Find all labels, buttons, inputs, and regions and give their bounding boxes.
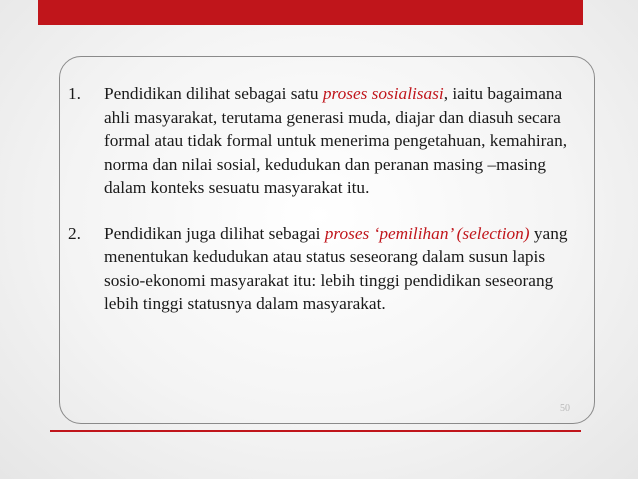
bottom-divider xyxy=(50,430,581,432)
highlighted-term: proses ‘pemilihan’ (selection) xyxy=(324,223,530,243)
slide-body xyxy=(68,82,580,316)
item-text-start: Pendidikan juga dilihat sebagai xyxy=(104,223,325,243)
item-text xyxy=(104,222,580,316)
item-number: 2. xyxy=(68,223,81,243)
top-accent-bar xyxy=(38,0,583,25)
page-number: 50 xyxy=(560,403,570,414)
list-item xyxy=(68,222,580,316)
item-text-start: Pendidikan dilihat sebagai satu xyxy=(104,84,323,103)
highlighted-term: proses sosialisasi xyxy=(322,84,444,103)
item-number: 1. xyxy=(68,84,81,103)
item-text-rest: yang menentukan kedudukan atau status seseorang dalam susun lapis sosio-ekonomi masyarakat itu: lebih tinggi pendidikan seseorang lebih tinggi statusnya dalam masyarakat. xyxy=(104,223,568,313)
item-text-rest: , iaitu bagaimana ahli masyarakat, terutama generasi muda, diajar dan diasuh secara formal atau tidak formal untuk menerima pengetahuan, kemahiran, norma dan nilai sosial, kedudukan dan peranan masing –masing dalam konteks sesuatu masyarakat itu. xyxy=(104,84,568,197)
item-text xyxy=(104,82,580,200)
list-item xyxy=(68,82,580,200)
